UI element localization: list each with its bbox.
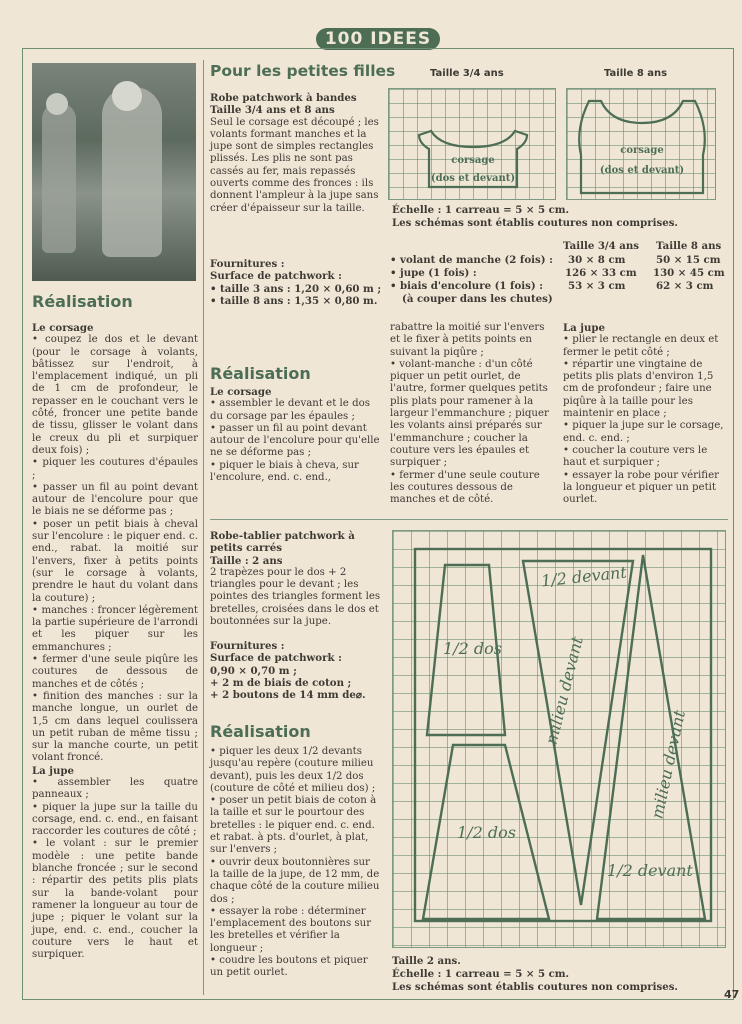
left-realisation-title: Réalisation [32,292,133,311]
left-paragraph: • passer un fil au point devant autour de l'encolure pour que le biais ne se déforme pas ; [32,481,198,518]
table-header-b: Taille 8 ans [656,240,722,252]
table-note: (à couper dans les chutes) [402,293,553,305]
piece-sublabel: (dos et devant) [430,173,516,184]
magazine-logo: 100 IDEES [316,28,440,50]
piece-label: corsage [620,145,664,156]
left-paragraph: • fermer d'une seule piqûre les coutures de dessous de manches et de côtés ; [32,654,198,690]
table-cell: 62 × 3 cm [656,280,714,292]
left-paragraph: • manches : froncer légèrement la partie supérieure de l'arrondi et les piquer sur les emmanchures ; [32,604,198,653]
section2-intro: Robe-tablier patchwork à petits carrés Taille : 2 ans 2 trapèzes pour le dos + 2 triangles pour le devant ; les pointes des triangles forment les bretelles, croisées dans le dos et boutonnées sur la jupe. [210,530,381,628]
pattern-grid-2-ans [392,530,726,948]
page-number: 47 [724,988,740,1001]
section1-jupe-steps: La jupe • plier le rectangle en deux et fermer le petit côté ; • répartir une vingtaine de petits plis plats d'environ 1,5 cm de profondeur ; faire une piqûre à la taille pour les maintenir en place ; • piquer la jupe sur le corsage, end. c. end. ; • coucher la couture vers le haut et surpiquer ; • essayer la robe pour vérifier la longueur et piquer un petit ourlet. [563,322,724,506]
section1-realisation-title: Réalisation [210,364,311,383]
corsage-heading: Le corsage [32,322,94,334]
column-divider [203,60,204,995]
label-half-dos: 1/2 dos [457,823,516,842]
section2-realisation-title: Réalisation [210,722,311,741]
section1-corsage-steps: Le corsage • assembler le devant et le dos du corsage par les épaules ; • passer un fil au point devant autour de l'encolure pour qu'elle ne se déforme pas ; • piquer le biais à cheva, sur l'encolure, end. c. end., [210,386,380,484]
table-row-label: • jupe (1 fois) : [390,267,477,279]
table-cell: 30 × 8 cm [568,254,626,266]
label-half-dos: 1/2 dos [443,639,502,658]
pattern-grid-8 [566,88,716,200]
section1-note: Les schémas sont établis coutures non comprises. [392,217,678,229]
table-row-label: • volant de manche (2 fois) : [390,254,553,266]
section2-steps: • piquer les deux 1/2 devants jusqu'au repère (couture milieu devant), puis les deux 1/2 dos (couture de côté et milieu dos) ; • poser un petit biais de coton à la taille et sur le pourtour des bretelles : le piquer end. c. end. et rabat. à pts. d'ourlet, à plat, sur l'envers ; • ouvrir deux boutonnières sur la taille de la jupe, de 12 mm, de chaque côté de la couture milieu dos ; • essayer la robe : déterminer l'emplacement des boutons sur les bretelles et vérifier la longueur ; • coudre les boutons et piquer un petit ourlet. [210,746,380,979]
diagram-size-a: Taille 3/4 ans [430,68,504,79]
left-paragraph: • coupez le dos et le devant (pour le corsage à volants, bâtissez sur l'endroit, à l'emplacement indiqué, un pli de 1 cm de profondeur, le repasser en le couchant vers le côté, froncer une petite bande de tissu, glisser le volant dans le creux du pli et surpiquer deux fois) ; [32,334,198,456]
table-header-a: Taille 3/4 ans [563,240,640,252]
section2-note: Les schémas sont établis coutures non comprises. [392,981,678,993]
left-paragraph: • poser un petit biais à cheval sur l'encolure : le piquer end. c. end., rabat. la moitié sur l'envers, fixer à petits points (sur le corsage à volants, prendre le haut du volant dans la couture) ; [32,518,198,604]
section-divider [210,519,728,520]
section2-scale: Échelle : 1 carreau = 5 × 5 cm. [392,968,570,980]
section1-subtitle: Robe patchwork à bandes [210,92,357,104]
table-row-label: • biais d'encolure (1 fois) : [390,280,543,292]
piece-sublabel: (dos et devant) [599,165,685,176]
label-half-devant: 1/2 devant [540,562,628,591]
label-milieu-devant: milieu devant [647,708,689,821]
section1-column3-text: rabattre la moitié sur l'envers et le fixer à petits points en suivant la piqûre ; • volant-manche : d'un côté piquer un petit ourlet, de l'autre, former quelques petits plis plats pour ramener à la largeur l'emmanchure ; piquer les volants ainsi préparés sur l'emmanchure ; coucher la couture vers les épaules et surpiquer ; • fermer d'une seule couture les coutures dessous de manches et de côté. [390,322,549,506]
left-paragraph: • piquer la jupe sur la taille du corsage, end. c. end., en faisant raccorder les coutures de côté ; [32,801,198,838]
section2-size-note: Taille 2 ans. [392,955,461,967]
diagram-size-b: Taille 8 ans [604,68,668,79]
bodice-outline-3-4 [389,89,557,201]
table-cell: 53 × 3 cm [568,280,626,292]
section1-intro [210,92,380,215]
left-column-text [32,322,198,961]
section1-supplies: Fournitures : Surface de patchwork : • taille 3 ans : 1,20 × 0,60 m ; • taille 8 ans : 1,35 × 0,80 m. [210,258,382,307]
label-half-devant: 1/2 devant [607,861,693,880]
section1-intro-text: Seul le corsage est découpé ; les volants formant manches et la jupe sont de simples rectangles plissés. Les plis ne sont pas cassés au fer, mais repassés ouverts comme des fronces : ils donnent l'ampleur à la jupe sans créer d'épaisseur sur la taille. [210,116,379,214]
section2-size: Taille : 2 ans [210,554,283,567]
pattern-grid-3-4 [388,88,556,200]
table-cell: 126 × 33 cm [565,267,637,279]
section1-scale: Échelle : 1 carreau = 5 × 5 cm. [392,204,570,216]
table-cell: 50 × 15 cm [656,254,721,266]
photo-children [32,63,196,281]
section2-supplies: Fournitures : Surface de patchwork : 0,90 × 0,70 m ; + 2 m de biais de coton ; + 2 boutons de 14 mm de⌀. [210,640,366,702]
left-paragraph: • piquer les coutures d'épaules ; [32,457,198,481]
left-paragraph: • assembler les quatre panneaux ; [32,776,198,801]
piece-label: corsage [451,155,495,166]
left-paragraph: • le volant : sur le premier modèle : une petite bande blanche froncée ; sur le second : répartir des petits plis plats sur la bande-volant pour ramener la longueur au tour de jupe ; piquer le volant sur la jupe, end. c. end., coucher la couture vers le haut et surpiquer. [32,838,198,961]
table-cell: 130 × 45 cm [653,267,725,279]
section1-sizes: Taille 3/4 ans et 8 ans [210,104,335,117]
label-milieu-devant: milieu devant [541,634,587,747]
jupe-heading: La jupe [32,764,75,777]
section2-title: Robe-tablier patchwork à petits carrés [210,530,355,555]
section1-title: Pour les petites filles [210,62,396,80]
left-paragraph: • finition des manches : sur la manche longue, un ourlet de 1,5 cm dans lequel coulissera un petit ruban de même tissu ; sur la manche courte, un petit volant froncé. [32,690,198,764]
